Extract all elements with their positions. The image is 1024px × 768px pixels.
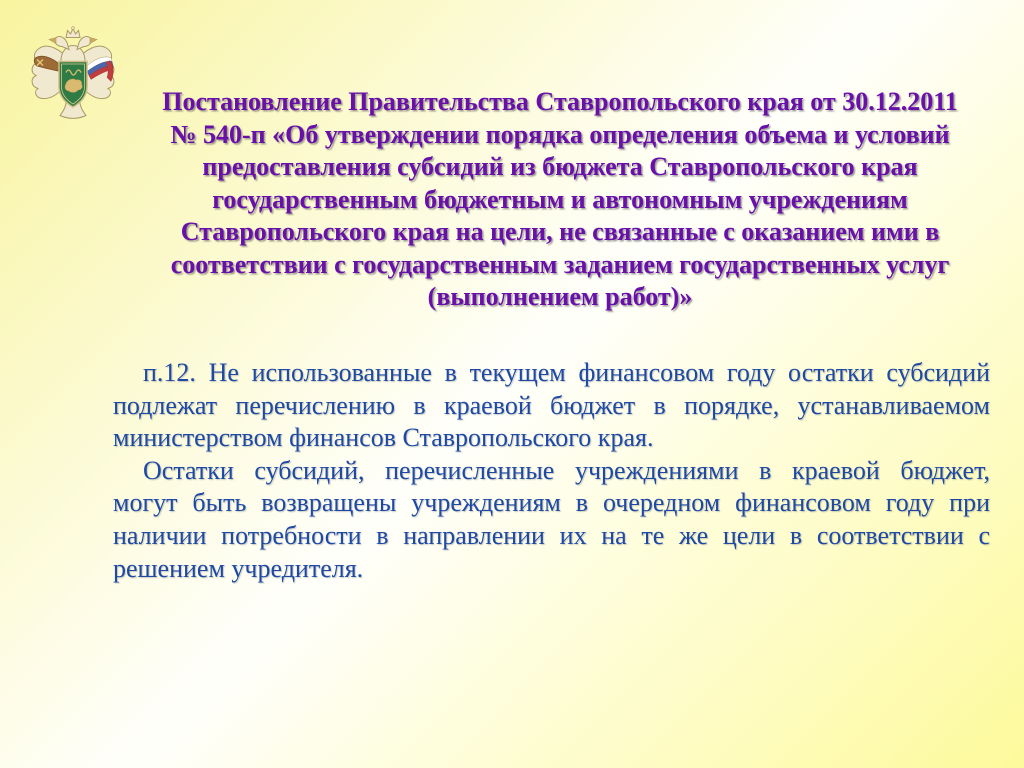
title-line: Ставропольского края на цели, не связанные с оказанием ими в bbox=[180, 217, 940, 246]
title-line: государственным бюджетным и автономным учреждениям bbox=[212, 184, 908, 214]
body-line: подлежат перечислению в краевой бюджет в порядке, устанавливаемом bbox=[113, 390, 990, 420]
body-paragraph-1 bbox=[113, 357, 990, 455]
body-line: п.12. Не использованные в текущем финансовом году остатки субсидий bbox=[143, 358, 990, 387]
title-line: (выполнением работ)» bbox=[427, 282, 693, 311]
slide-title bbox=[140, 86, 980, 314]
coat-of-arms-icon bbox=[27, 26, 119, 122]
body-line: Остатки субсидий, перечисленные учреждениями в краевой бюджет, bbox=[143, 455, 990, 485]
body-paragraph-2 bbox=[113, 455, 990, 585]
title-line: Постановление Правительства Ставропольского края от 30.12.2011 bbox=[162, 87, 958, 116]
body-line: могут быть возвращены учреждениям в очередном финансовом году при bbox=[113, 488, 990, 518]
title-line: соответствии с государственным заданием государственных услуг bbox=[170, 249, 950, 279]
emblem-shield bbox=[59, 62, 87, 108]
slide-body-text bbox=[113, 357, 990, 585]
body-line: министерством финансов Ставропольского края. bbox=[113, 423, 654, 453]
title-line: № 540-п «Об утверждении порядка определения объема и условий bbox=[170, 119, 950, 149]
title-line: предоставления субсидий из бюджета Ставропольского края bbox=[202, 152, 918, 181]
body-line: решением учредителя. bbox=[113, 553, 364, 583]
body-line: наличии потребности в направлении их на те же цели в соответствии с bbox=[113, 520, 990, 550]
